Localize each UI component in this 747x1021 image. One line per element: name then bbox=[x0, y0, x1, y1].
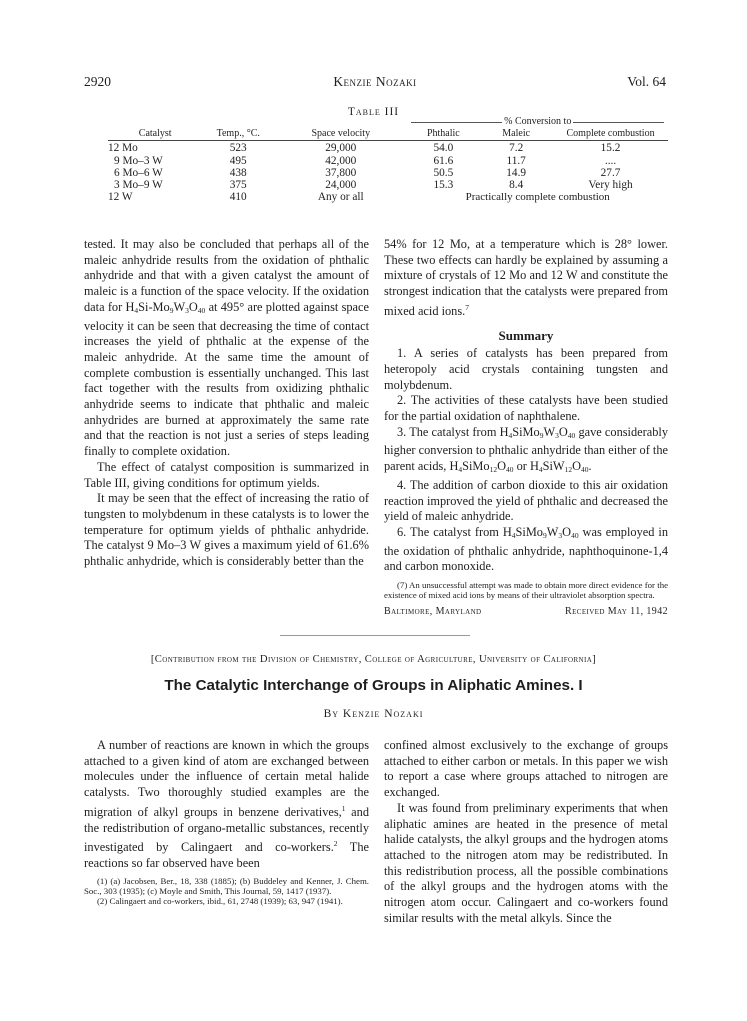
summary-item: 2. The activities of these catalysts have been studied for the partial oxidation of naphthalene. bbox=[384, 393, 668, 424]
table-row: 6 Mo–6 W 438 37,800 50.5 14.9 27.7 bbox=[114, 166, 621, 179]
summary-item: 1. A series of catalysts has been prepared from heteropoly acid crystals containing tungsten and molybdenum. bbox=[384, 346, 668, 392]
col-header: Space velocity bbox=[311, 128, 371, 140]
received-label: Received May 11, 1942 bbox=[565, 606, 668, 618]
section-divider bbox=[280, 635, 470, 636]
footnote: (7) An unsuccessful attempt was made to obtain more direct evidence for the existence of mixed acid ions by means of their ultraviolet absorption spectra. bbox=[384, 580, 668, 601]
place-label: Baltimore, Maryland bbox=[384, 606, 482, 618]
col-header: Temp., °C. bbox=[216, 128, 260, 140]
paragraph: The effect of catalyst composition is summarized in Table III, giving conditions for optimum yields. bbox=[84, 459, 369, 490]
col-header: Catalyst bbox=[138, 128, 172, 140]
paragraph: 54% for 12 Mo, at a temperature which is 28° lower. These two effects can hardly be explained by assuming a mixture of crystals of 12 Mo and 12 W and constitute the strongest indication that the catalysts were prepared from mixed acid ions.$^7$ bbox=[384, 237, 668, 318]
page-header bbox=[84, 74, 666, 94]
table-row: 12 W 410 Any or all Practically complete combustion bbox=[108, 191, 668, 203]
volume-label: Vol. 64 bbox=[627, 74, 666, 89]
left-column bbox=[84, 237, 369, 570]
summary-item: 3. The catalyst from $H_4SiMo_9W_3O_{40}$ gave considerably higher conversion to phthalic anhydride than either of the parent acids, $H_4SiMo_{12}O_{40}$ or $H_4SiW_{12}O_{40}$. bbox=[384, 424, 669, 475]
running-title: Kenzie Nozaki bbox=[333, 74, 417, 89]
paragraph: It may be seen that the effect of increasing the ratio of tungsten to molybdenum in these catalysts is to lower the temperature for optimum yields of phthalic anhydride. The catalyst 9 Mo–3 W gives a maximum yield of 61.6% phthalic anhydride, which is considerably better than the bbox=[84, 491, 369, 569]
byline: By Kenzie Nozaki bbox=[323, 708, 424, 720]
conversion-heading: % Conversion to bbox=[407, 116, 668, 128]
footnote: (1) (a) Jacobsen, Ber., 18, 338 (1885); (b) Buddeley and Kenner, J. Chem. Soc., 303 (1935); (c) Moyle and Smith, This Journal, 59, 1417 (1937). bbox=[84, 875, 369, 896]
table-note: Practically complete combustion bbox=[465, 191, 610, 204]
article-title: The Catalytic Interchange of Groups in Aliphatic Amines. I bbox=[164, 677, 583, 694]
article-right-column bbox=[384, 738, 668, 926]
paragraph: confined almost exclusively to the exchange of groups attached to either carbon or metals. In this paper we wish to report a case where groups attached to nitrogen are exchanged. bbox=[384, 738, 668, 800]
contribution-line: [Contribution from the Division of Chemistry, College of Agriculture, University of California] bbox=[150, 654, 597, 665]
summary-item: 6. The catalyst from $H_4SiMo_9W_3O_{40}$ was employed in the oxidation of phthalic anhydride, naphthoquinone-1,4 and carbon monoxide. bbox=[384, 524, 668, 574]
table-caption: Table III bbox=[347, 106, 400, 118]
paragraph: tested. It may also be concluded that perhaps all of the maleic anhydride results from the oxidation of phthalic anhydride and that with a given catalyst the amount of maleic is a function of the space velocity. If the oxidation data for $H_4Si-Mo_9W_3O_{40}$ at 495° are plotted against space velocity it can be seen that decreasing the time of contact increases the yield of phthalic at the expense of the maleic anhydride. At the same time the amount of complete combustion is essentially unchanged. This last fact together with the results from oxidizing phthalic anhydride seems to indicate that phthalic and maleic anhydrides are burned at approximately the same rate and that the reaction is not just a series of steps leading finally to complete oxidation. bbox=[84, 237, 369, 459]
table-row: 3 Mo–9 W 375 24,000 15.3 8.4 Very high bbox=[114, 179, 633, 192]
footnote: (2) Calingaert and co-workers, ibid., 61, 2748 (1939); 63, 947 (1941). bbox=[97, 895, 343, 906]
right-column bbox=[384, 237, 668, 620]
summary-item: 4. The addition of carbon dioxide to this air oxidation reaction improved the yield of phthalic and decreased the yield of maleic anhydride. bbox=[384, 477, 668, 524]
table-header-row bbox=[108, 128, 668, 141]
place-received-row bbox=[384, 604, 668, 620]
table-row: 12 Mo 523 29,000 54.0 7.2 15.2 bbox=[108, 142, 621, 155]
col-header: Complete combustion bbox=[566, 128, 655, 140]
article-left-column bbox=[84, 738, 369, 906]
table-row: 9 Mo–3 W 495 42,000 61.6 11.7 .... bbox=[114, 154, 617, 167]
page-number: 2920 bbox=[84, 74, 111, 89]
col-header: Phthalic bbox=[426, 128, 460, 140]
col-header: Maleic bbox=[502, 128, 531, 140]
data-table bbox=[108, 116, 668, 203]
summary-heading: Summary bbox=[498, 327, 554, 343]
paragraph: It was found from preliminary experiments that when aliphatic amines are heated in the presence of metal halide catalysts, the alkyl groups and the hydrogen atoms attached to the nitrogen atom may be redistributed. In this redistribution process, all the possible combinations of the alkyl groups and the hydrogen atoms with the nitrogen atom occur. Calingaert and co-workers found similar results with the metal alkyls. Since the bbox=[384, 800, 668, 925]
paragraph: A number of reactions are known in which the groups attached to a given kind of atom are exchanged between molecules under the influence of certain metal halide catalysts. Two thoroughly studied examples are the migration of alkyl groups in benzene derivatives,$^1$ and the redistribution of organo-metallic substances, recently investigated by Calingaert and co-workers.$^2$ The reactions so far observed have been bbox=[84, 738, 369, 870]
